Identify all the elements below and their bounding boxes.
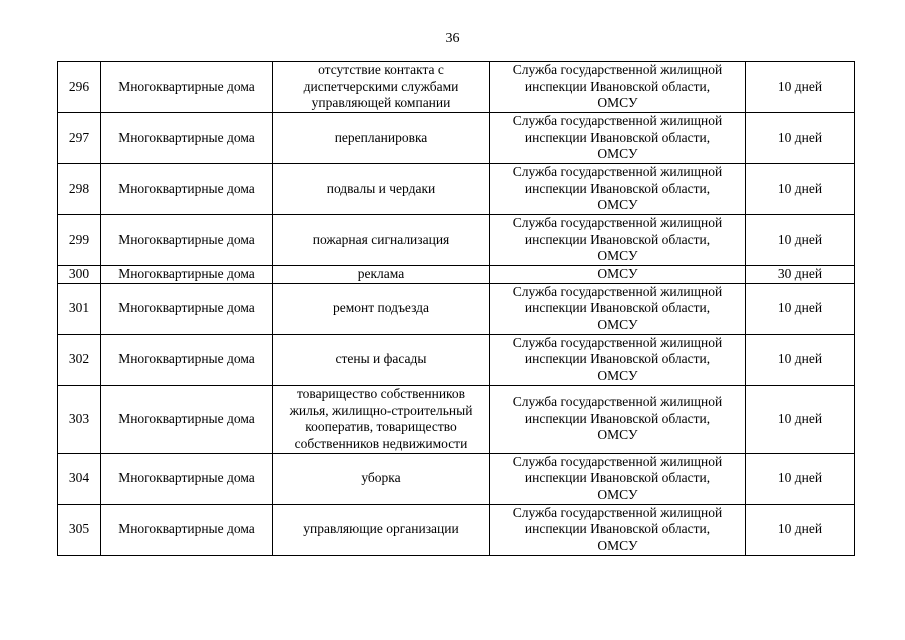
body-line: ОМСУ <box>597 197 638 213</box>
body-line: ОМСУ <box>597 95 638 111</box>
table-row <box>58 453 855 504</box>
body-line: ОМСУ <box>597 266 638 281</box>
term-cell: 10 дней <box>746 504 855 555</box>
row-number-cell: 304 <box>58 453 101 504</box>
body-line: инспекции Ивановской области, <box>524 351 711 367</box>
object-cell: Многоквартирные дома <box>101 113 273 164</box>
responsible-body-cell <box>490 62 746 113</box>
row-number-cell: 301 <box>58 283 101 334</box>
body-line: инспекции Ивановской области, <box>524 521 711 537</box>
topic-line: ремонт подъезда <box>332 300 430 316</box>
topic-cell <box>273 62 490 113</box>
row-number-cell: 299 <box>58 215 101 266</box>
topic-line: отсутствие контакта с <box>318 62 444 78</box>
topic-line: стены и фасады <box>335 351 427 367</box>
responsible-body-cell <box>490 266 746 284</box>
table-row <box>58 266 855 284</box>
table-row <box>58 283 855 334</box>
table-row <box>58 113 855 164</box>
topic-cell <box>273 334 490 385</box>
object-cell: Многоквартирные дома <box>101 215 273 266</box>
topic-line: жилья, жилищно-строительный <box>289 402 473 418</box>
body-line: Служба государственной жилищной <box>512 504 723 520</box>
body-line: Служба государственной жилищной <box>512 394 723 410</box>
topic-line: подвалы и чердаки <box>326 180 436 196</box>
body-line: ОМСУ <box>597 486 638 502</box>
topic-cell <box>273 453 490 504</box>
responsible-body-cell <box>490 334 746 385</box>
object-cell: Многоквартирные дома <box>101 164 273 215</box>
topic-line: перепланировка <box>334 129 428 145</box>
body-line: инспекции Ивановской области, <box>524 410 711 426</box>
object-cell: Многоквартирные дома <box>101 453 273 504</box>
body-line: Служба государственной жилищной <box>512 62 723 78</box>
row-number-cell: 297 <box>58 113 101 164</box>
table-row <box>58 215 855 266</box>
topic-cell <box>273 266 490 284</box>
row-number-cell: 303 <box>58 385 101 453</box>
topic-line: диспетчерскими службами <box>303 78 459 94</box>
row-number-cell: 296 <box>58 62 101 113</box>
object-cell: Многоквартирные дома <box>101 504 273 555</box>
term-cell: 10 дней <box>746 334 855 385</box>
term-cell: 30 дней <box>746 266 855 284</box>
row-number-cell: 298 <box>58 164 101 215</box>
object-cell: Многоквартирные дома <box>101 283 273 334</box>
body-line: ОМСУ <box>597 248 638 264</box>
topic-line: управляющие организации <box>303 521 459 537</box>
topic-line: кооператив, товарищество <box>305 419 457 434</box>
responsible-body-cell <box>490 283 746 334</box>
row-number-cell: 300 <box>58 266 101 284</box>
body-line: Служба государственной жилищной <box>512 215 723 231</box>
table-row <box>58 385 855 453</box>
object-cell: Многоквартирные дома <box>101 266 273 284</box>
topic-line: товарищество собственников <box>296 386 466 401</box>
responsible-body-cell <box>490 385 746 453</box>
responsible-body-cell <box>490 164 746 215</box>
object-cell: Многоквартирные дома <box>101 385 273 453</box>
topic-cell <box>273 113 490 164</box>
term-cell: 10 дней <box>746 453 855 504</box>
responsible-body-cell <box>490 504 746 555</box>
responsible-body-cell <box>490 453 746 504</box>
body-line: инспекции Ивановской области, <box>524 180 711 196</box>
page-number: 36 <box>445 31 460 46</box>
topic-line: собственников недвижимости <box>294 435 468 451</box>
body-line: ОМСУ <box>597 537 638 553</box>
term-cell: 10 дней <box>746 215 855 266</box>
topic-line: реклама <box>357 266 405 281</box>
term-cell: 10 дней <box>746 62 855 113</box>
body-line: Служба государственной жилищной <box>512 164 723 180</box>
term-cell: 10 дней <box>746 164 855 215</box>
topic-cell <box>273 215 490 266</box>
body-line: ОМСУ <box>597 146 638 162</box>
body-line: инспекции Ивановской области, <box>524 231 711 247</box>
responsible-body-cell <box>490 215 746 266</box>
table-row <box>58 62 855 113</box>
topic-line: уборка <box>361 470 401 486</box>
table-row <box>58 164 855 215</box>
body-line: Служба государственной жилищной <box>512 113 723 129</box>
row-number-cell: 305 <box>58 504 101 555</box>
term-cell: 10 дней <box>746 385 855 453</box>
topic-cell <box>273 283 490 334</box>
topic-cell <box>273 164 490 215</box>
body-line: Служба государственной жилищной <box>512 453 723 469</box>
responsible-body-cell <box>490 113 746 164</box>
topic-cell <box>273 385 490 453</box>
body-line: инспекции Ивановской области, <box>524 470 711 486</box>
body-line: Служба государственной жилищной <box>512 334 723 350</box>
row-number-cell: 302 <box>58 334 101 385</box>
object-cell: Многоквартирные дома <box>101 62 273 113</box>
topic-line: пожарная сигнализация <box>312 231 450 247</box>
table-row <box>58 504 855 555</box>
body-line: Служба государственной жилищной <box>512 283 723 299</box>
body-line: ОМСУ <box>597 367 638 383</box>
topic-line: управляющей компании <box>311 95 451 111</box>
table-row <box>58 334 855 385</box>
term-cell: 10 дней <box>746 113 855 164</box>
body-line: инспекции Ивановской области, <box>524 300 711 316</box>
object-cell: Многоквартирные дома <box>101 334 273 385</box>
body-line: ОМСУ <box>597 316 638 332</box>
body-line: инспекции Ивановской области, <box>524 78 711 94</box>
topic-cell <box>273 504 490 555</box>
body-line: инспекции Ивановской области, <box>524 129 711 145</box>
body-line: ОМСУ <box>597 427 638 443</box>
registry-table <box>57 61 855 556</box>
term-cell: 10 дней <box>746 283 855 334</box>
